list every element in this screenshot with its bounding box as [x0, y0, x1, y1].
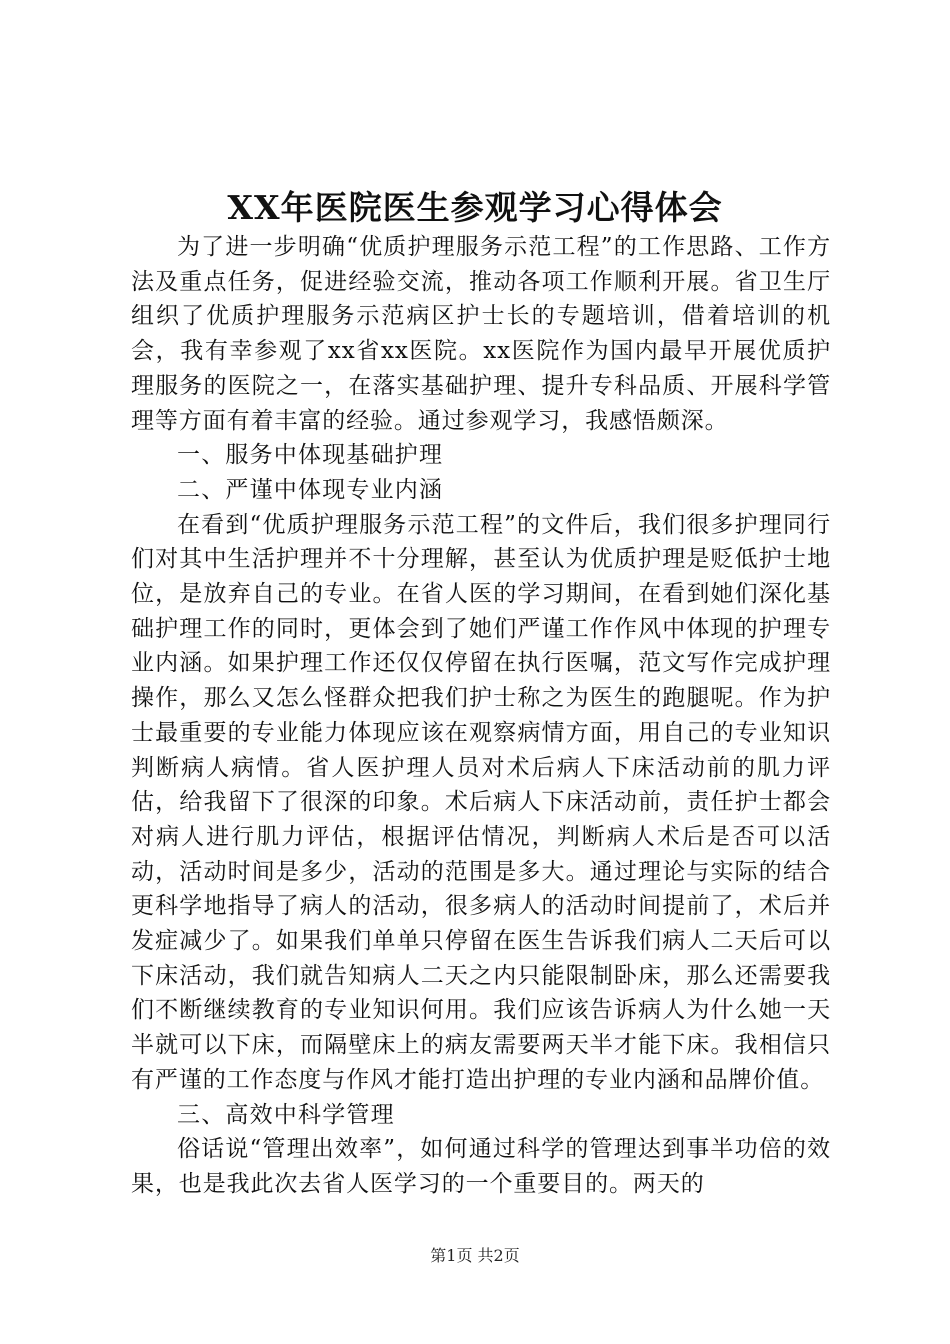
document-body [131, 230, 831, 1202]
paragraph-intro: 为了进一步明确“优质护理服务示范工程”的工作思路、工作方法及重点任务，促进经验交流，推动各项工作顺利开展。省卫生厅组织了优质护理服务示范病区护士长的专题培训，借着培训的机会，我有幸参观了xx省xx医院。xx医院作为国内最早开展优质护理服务的医院之一，在落实基础护理、提升专科品质、开展科学管理等方面有着丰富的经验。通过参观学习，我感悟颇深。 [131, 234, 831, 434]
section-heading-1: 一、服务中体现基础护理 [177, 442, 444, 469]
document-title: XX年医院医生参观学习心得体会 [227, 188, 723, 227]
section-heading-2: 二、严谨中体现专业内涵 [177, 476, 444, 503]
paragraph-section-3: 俗话说“管理出效率”，如何通过科学的管理达到事半功倍的效果，也是我此次去省人医学习的一个重要目的。两天的 [131, 1136, 831, 1197]
paragraph-section-2: 在看到“优质护理服务示范工程”的文件后，我们很多护理同行们对其中生活护理并不十分理解，甚至认为优质护理是贬低护士地位，是放弃自己的专业。在省人医的学习期间，在看到她们深化基础护理工作的同时，更体会到了她们严谨工作作风中体现的护理专业内涵。如果护理工作还仅仅停留在执行医嘱，范文写作完成护理操作，那么又怎么怪群众把我们护士称之为医生的跑腿呢。作为护士最重要的专业能力体现应该在观察病情方面，用自己的专业知识判断病人病情。省人医护理人员对术后病人下床活动前的肌力评估，给我留下了很深的印象。术后病人下床活动前，责任护士都会对病人进行肌力评估，根据评估情况，判断病人术后是否可以活动，活动时间是多少，活动的范围是多大。通过理论与实际的结合更科学地指导了病人的活动，很多病人的活动时间提前了，术后并发症减少了。如果我们单单只停留在医生告诉我们病人二天后可以下床活动，我们就告知病人二天之内只能限制卧床，那么还需要我们不断继续教育的专业知识何用。我们应该告诉病人为什么她一天半就可以下床，而隔壁床上的病友需要两天半才能下床。我相信只有严谨的工作态度与作风才能打造出护理的专业内涵和品牌价值。 [131, 511, 831, 1093]
section-heading-3: 三、高效中科学管理 [177, 1101, 395, 1128]
page-number-footer: 第1页 共2页 [430, 1246, 520, 1265]
